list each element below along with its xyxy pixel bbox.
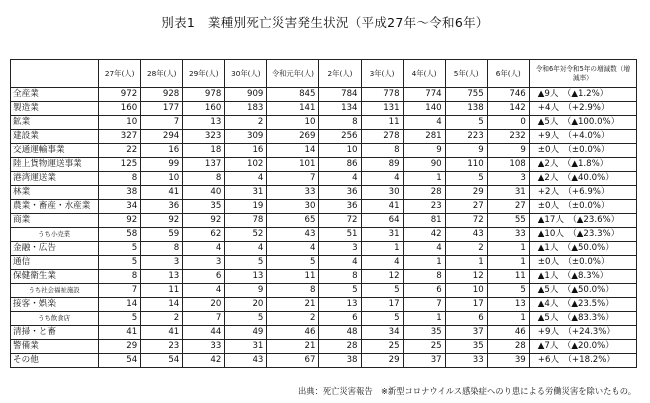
table-row [11,326,637,340]
row-label: 接客・娯楽 [11,298,99,312]
row-label: 清掃・と畜 [11,326,99,340]
table-row [11,144,637,158]
table-cell: 14 [99,298,141,312]
table-cell: 8 [99,172,141,186]
table-row [11,256,637,270]
table-cell: 4 [361,256,403,270]
table-row [11,284,637,298]
table-cell: 11 [361,116,403,130]
table-cell: 22 [99,144,141,158]
table-cell: 31 [487,186,529,200]
table-cell: 177 [141,102,183,116]
change-cell: ▲2人 （▲40.0%） [529,172,636,186]
table-row [11,242,637,256]
table-cell: 29 [445,186,487,200]
table-cell: 18 [183,144,225,158]
table-cell: 49 [225,326,267,340]
table-cell: 5 [99,256,141,270]
change-cell: +6人 （+18.2%） [529,354,636,368]
table-cell: 27 [445,200,487,214]
table-cell: 38 [319,354,361,368]
table-cell: 8 [361,144,403,158]
table-cell: 2 [445,242,487,256]
table-cell: 7 [99,284,141,298]
row-label: うち飲食店 [11,312,99,326]
table-cell: 16 [225,144,267,158]
table-row [11,158,637,172]
column-header: 30年(人) [225,60,267,88]
table-cell: 41 [141,186,183,200]
change-cell: ▲9人 （▲1.2%） [529,88,636,102]
table-cell: 4 [183,284,225,298]
table-cell: 309 [225,130,267,144]
table-cell: 183 [225,102,267,116]
table-cell: 92 [183,214,225,228]
table-cell: 13 [225,270,267,284]
table-cell: 44 [183,326,225,340]
table-cell: 4 [225,172,267,186]
table-cell: 1 [487,242,529,256]
column-header: 5年(人) [445,60,487,88]
table-cell: 25 [361,340,403,354]
table-cell: 223 [445,130,487,144]
row-label: うち社会福祉施設 [11,284,99,298]
table-cell: 36 [141,200,183,214]
table-cell: 7 [183,312,225,326]
change-cell: +2人 （+6.9%） [529,186,636,200]
table-cell: 42 [183,354,225,368]
table-cell: 138 [445,102,487,116]
table-cell: 110 [445,158,487,172]
table-cell: 31 [361,228,403,242]
change-cell: ▲5人 （▲83.3%） [529,312,636,326]
table-row [11,228,637,242]
table-cell: 909 [225,88,267,102]
table-cell: 46 [487,326,529,340]
table-cell: 51 [319,228,361,242]
table-cell: 35 [183,200,225,214]
table-cell: 33 [267,186,319,200]
table-cell: 55 [487,214,529,228]
row-label: うち小売業 [11,228,99,242]
table-cell: 13 [183,116,225,130]
table-cell: 3 [183,256,225,270]
row-label: 全産業 [11,88,99,102]
change-cell: ▲5人 （▲100.0%） [529,116,636,130]
table-cell: 1 [487,312,529,326]
table-cell: 269 [267,130,319,144]
table-row [11,354,637,368]
table-cell: 278 [361,130,403,144]
table-cell: 89 [361,158,403,172]
table-cell: 4 [403,242,445,256]
table-cell: 2 [267,312,319,326]
table-cell: 3 [487,172,529,186]
table-cell: 142 [487,102,529,116]
header-corner [11,60,99,88]
row-label: 警備業 [11,340,99,354]
table-cell: 978 [183,88,225,102]
table-cell: 256 [319,130,361,144]
table-cell: 6 [445,312,487,326]
table-cell: 81 [403,214,445,228]
column-header: 2年(人) [319,60,361,88]
table-cell: 281 [403,130,445,144]
table-cell: 21 [267,298,319,312]
table-cell: 86 [319,158,361,172]
table-row [11,270,637,284]
table-cell: 2 [141,312,183,326]
table-cell: 108 [487,158,529,172]
table-cell: 101 [267,158,319,172]
table-cell: 30 [361,186,403,200]
table-cell: 92 [99,214,141,228]
table-row [11,172,637,186]
row-label: 農業・畜産・水産業 [11,200,99,214]
table-cell: 2 [225,116,267,130]
table-cell: 37 [445,326,487,340]
table-cell: 10 [267,116,319,130]
row-label: 通信 [11,256,99,270]
column-header: 6年(人) [487,60,529,88]
table-cell: 25 [403,340,445,354]
table-cell: 6 [319,312,361,326]
table-cell: 30 [267,200,319,214]
table-cell: 41 [361,200,403,214]
table-cell: 11 [487,270,529,284]
source-note: 出典：死亡災害報告 ※新型コロナウイルス感染症へのり患による労働災害を除いたもの。 [297,386,636,396]
table-cell: 1 [403,172,445,186]
row-label: 保健衛生業 [11,270,99,284]
table-row [11,312,637,326]
table-row [11,200,637,214]
table-cell: 9 [225,284,267,298]
table-cell: 755 [445,88,487,102]
table-cell: 5 [445,172,487,186]
table-cell: 28 [319,340,361,354]
table-cell: 39 [487,354,529,368]
table-cell: 36 [319,200,361,214]
table-cell: 43 [445,228,487,242]
row-label: 林業 [11,186,99,200]
table-row [11,88,637,102]
column-header: 4年(人) [403,60,445,88]
table-cell: 323 [183,130,225,144]
table-cell: 102 [225,158,267,172]
table-cell: 3 [141,256,183,270]
table-cell: 134 [319,102,361,116]
table-cell: 160 [183,102,225,116]
column-header: 29年(人) [183,60,225,88]
table-cell: 10 [99,116,141,130]
change-cell: ±0人 （±0.0%） [529,256,636,270]
table-cell: 137 [183,158,225,172]
table-cell: 5 [225,256,267,270]
table-cell: 8 [183,172,225,186]
table-cell: 1 [403,312,445,326]
row-label: その他 [11,354,99,368]
row-label: 金融・広告 [11,242,99,256]
table-cell: 16 [141,144,183,158]
table-cell: 64 [361,214,403,228]
table-cell: 14 [141,298,183,312]
table-cell: 20 [225,298,267,312]
table-cell: 54 [141,354,183,368]
table-cell: 40 [183,186,225,200]
table-cell: 1 [403,256,445,270]
column-header: 27年(人) [99,60,141,88]
table-cell: 42 [403,228,445,242]
table-cell: 131 [361,102,403,116]
table-cell: 1 [361,242,403,256]
table-cell: 72 [445,214,487,228]
table-cell: 5 [445,116,487,130]
table-cell: 4 [319,256,361,270]
table-cell: 23 [141,340,183,354]
table-title: 別表1 業種別死亡災害発生状況（平成27年～令和6年） [161,15,489,30]
table-cell: 35 [445,340,487,354]
table-cell: 778 [361,88,403,102]
column-header: 28年(人) [141,60,183,88]
table-cell: 4 [361,172,403,186]
table-cell: 140 [403,102,445,116]
table-cell: 746 [487,88,529,102]
table-cell: 125 [99,158,141,172]
table-cell: 784 [319,88,361,102]
table-cell: 14 [267,144,319,158]
table-cell: 8 [319,116,361,130]
table-cell: 774 [403,88,445,102]
table-cell: 141 [267,102,319,116]
header-row [11,60,637,88]
table-cell: 13 [141,270,183,284]
table-row [11,186,637,200]
table-cell: 1 [487,256,529,270]
table-cell: 54 [99,354,141,368]
table-cell: 5 [361,312,403,326]
table-cell: 29 [361,354,403,368]
table-cell: 5 [99,242,141,256]
table-cell: 29 [99,340,141,354]
table-cell: 28 [487,340,529,354]
table-cell: 35 [403,326,445,340]
change-cell: ▲17人 （▲23.6%） [529,214,636,228]
change-cell: ▲1人 （▲8.3%） [529,270,636,284]
table-cell: 13 [487,298,529,312]
table-cell: 7 [403,298,445,312]
table-cell: 6 [183,270,225,284]
table-row [11,214,637,228]
row-label: 港湾運送業 [11,172,99,186]
table-cell: 13 [319,298,361,312]
table-cell: 4 [319,172,361,186]
table-cell: 28 [403,186,445,200]
table-cell: 43 [225,354,267,368]
table-cell: 34 [361,326,403,340]
change-cell: ▲1人 （▲50.0%） [529,242,636,256]
table-cell: 928 [141,88,183,102]
table-cell: 5 [361,284,403,298]
table-body [11,88,637,368]
table-cell: 9 [445,144,487,158]
table-cell: 90 [403,158,445,172]
table-cell: 48 [319,326,361,340]
table-cell: 6 [403,284,445,298]
table-cell: 99 [141,158,183,172]
change-cell: ±0人 （±0.0%） [529,200,636,214]
table-cell: 12 [445,270,487,284]
table-cell: 7 [141,116,183,130]
table-cell: 10 [319,144,361,158]
table-cell: 3 [319,242,361,256]
table-cell: 10 [445,284,487,298]
change-cell: +4人 （+2.9%） [529,102,636,116]
table-cell: 38 [99,186,141,200]
table-cell: 67 [267,354,319,368]
table-cell: 5 [267,256,319,270]
table-cell: 72 [319,214,361,228]
table-cell: 33 [445,354,487,368]
table-cell: 31 [225,340,267,354]
fatal-accidents-table [10,59,637,368]
table-cell: 41 [99,326,141,340]
table-cell: 27 [487,200,529,214]
row-label: 鉱業 [11,116,99,130]
table-row [11,130,637,144]
table-cell: 8 [319,270,361,284]
table-cell: 17 [361,298,403,312]
table-cell: 327 [99,130,141,144]
table-cell: 34 [99,200,141,214]
row-label: 交通運輸事業 [11,144,99,158]
change-cell: ▲10人 （▲23.3%） [529,228,636,242]
table-cell: 232 [487,130,529,144]
table-cell: 294 [141,130,183,144]
table-cell: 1 [445,256,487,270]
table-cell: 4 [267,242,319,256]
table-cell: 59 [141,228,183,242]
table-cell: 17 [445,298,487,312]
change-column-header: 令和6年対令和5年の増減数（増減率） [529,60,636,88]
change-cell: ▲5人 （▲50.0%） [529,284,636,298]
row-label: 陸上貨物運送事業 [11,158,99,172]
table-cell: 11 [267,270,319,284]
table-cell: 46 [267,326,319,340]
table-cell: 92 [141,214,183,228]
table-row [11,116,637,130]
table-cell: 21 [267,340,319,354]
table-cell: 972 [99,88,141,102]
table-cell: 62 [183,228,225,242]
table-cell: 65 [267,214,319,228]
table-cell: 52 [225,228,267,242]
table-cell: 78 [225,214,267,228]
change-cell: ▲2人 （▲1.8%） [529,158,636,172]
change-cell: +9人 （+4.0%） [529,130,636,144]
table-cell: 12 [361,270,403,284]
table-cell: 41 [141,326,183,340]
table-cell: 5 [319,284,361,298]
table-cell: 37 [403,354,445,368]
table-cell: 43 [267,228,319,242]
table-cell: 9 [487,144,529,158]
table-cell: 33 [183,340,225,354]
table-row [11,340,637,354]
table-cell: 8 [403,270,445,284]
table-cell: 160 [99,102,141,116]
change-cell: ▲7人 （▲20.0%） [529,340,636,354]
table-row [11,102,637,116]
table-cell: 8 [267,284,319,298]
table-cell: 20 [183,298,225,312]
table-cell: 7 [267,172,319,186]
table-cell: 5 [99,312,141,326]
table-cell: 9 [403,144,445,158]
column-header: 令和元年(人) [267,60,319,88]
table-cell: 8 [99,270,141,284]
table-cell: 8 [141,242,183,256]
row-label: 製造業 [11,102,99,116]
table-cell: 4 [183,242,225,256]
table-cell: 5 [487,284,529,298]
table-cell: 10 [141,172,183,186]
table-cell: 4 [225,242,267,256]
row-label: 商業 [11,214,99,228]
table-cell: 5 [225,312,267,326]
table-cell: 31 [225,186,267,200]
change-cell: ▲4人 （▲23.5%） [529,298,636,312]
table-cell: 11 [141,284,183,298]
table-cell: 845 [267,88,319,102]
change-cell: +9人 （+24.3%） [529,326,636,340]
table-cell: 58 [99,228,141,242]
table-cell: 23 [403,200,445,214]
table-cell: 4 [403,116,445,130]
table-cell: 19 [225,200,267,214]
column-header: 3年(人) [361,60,403,88]
table-row [11,298,637,312]
table-cell: 0 [487,116,529,130]
row-label: 建設業 [11,130,99,144]
table-cell: 33 [487,228,529,242]
table-cell: 36 [319,186,361,200]
change-cell: ±0人 （±0.0%） [529,144,636,158]
